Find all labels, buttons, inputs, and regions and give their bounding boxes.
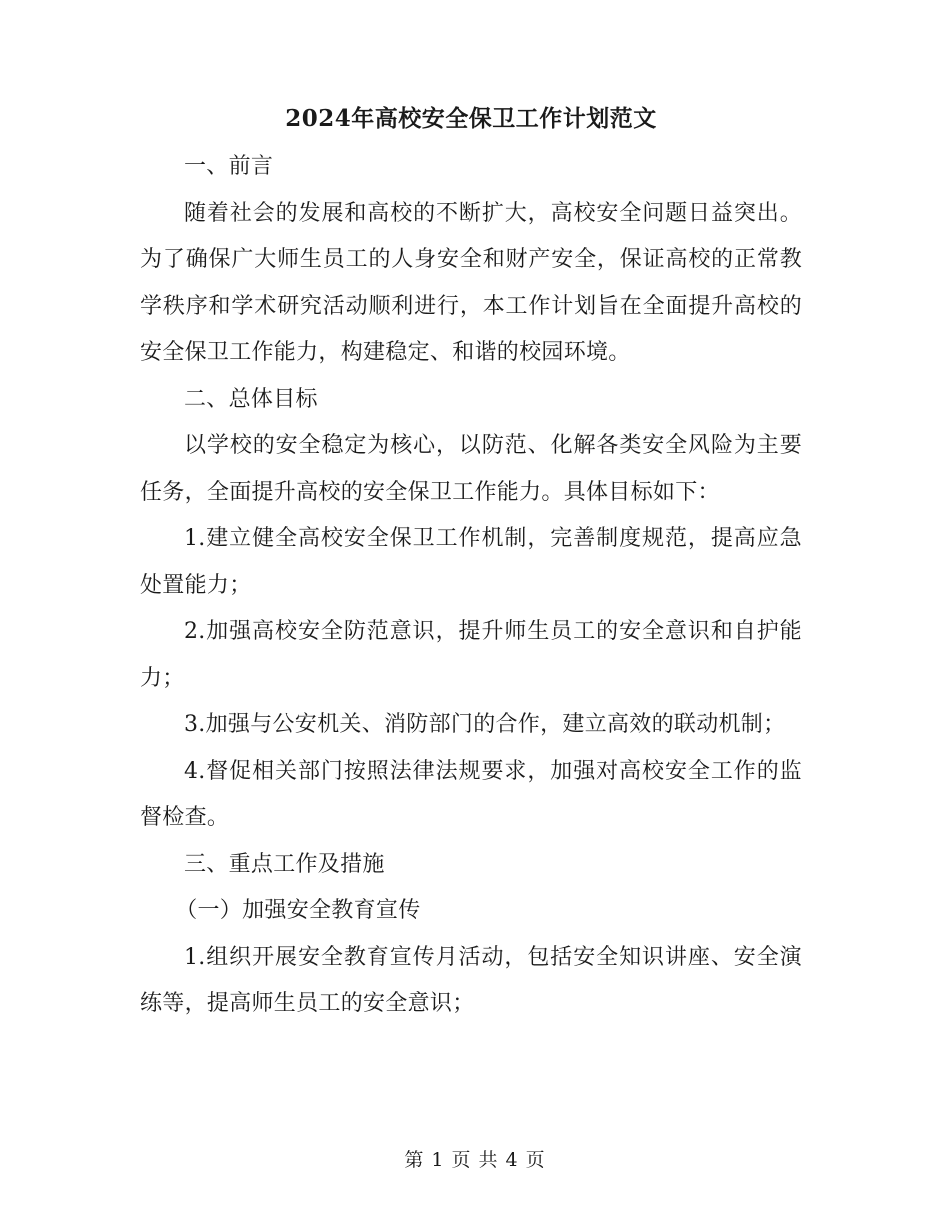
- section-heading-key-work: 三、重点工作及措施: [184, 851, 385, 877]
- goal-item-3: 3.加强与公安机关、消防部门的合作，建立高效的联动机制；: [184, 712, 786, 737]
- goal-item-4: 4.督促相关部门按照法律法规要求，加强对高校安全工作的监督检查。: [140, 758, 802, 830]
- paragraph-preface: 随着社会的发展和高校的不断扩大，高校安全问题日益突出。为了确保广大师生员工的人身安全和财产安全，保证高校的正常教学秩序和学术研究活动顺利进行，本工作计划旨在全面提升高校的安全保卫工作能力，构建稳定、和谐的校园环境。: [140, 200, 802, 365]
- page-number-footer: 第 1 页 共 4 页: [404, 1149, 546, 1171]
- section-heading-goals: 二、总体目标: [184, 386, 318, 412]
- goal-item-1: 1.建立健全高校安全保卫工作机制，完善制度规范，提高应急处置能力；: [140, 526, 802, 598]
- section-heading-preface: 一、前言: [184, 154, 274, 179]
- document-title: 2024年高校安全保卫工作计划范文: [285, 105, 657, 132]
- goal-item-2: 2.加强高校安全防范意识，提升师生员工的安全意识和自护能力；: [140, 619, 802, 691]
- education-item-1: 1.组织开展安全教育宣传月活动，包括安全知识讲座、安全演练等，提高师生员工的安全意识；: [140, 944, 802, 1016]
- document-body: [140, 96, 802, 1028]
- paragraph-goals-intro: 以学校的安全稳定为核心，以防范、化解各类安全风险为主要任务，全面提升高校的安全保卫工作能力。具体目标如下：: [140, 433, 802, 505]
- subsection-heading-education: （一）加强安全教育宣传: [175, 898, 421, 923]
